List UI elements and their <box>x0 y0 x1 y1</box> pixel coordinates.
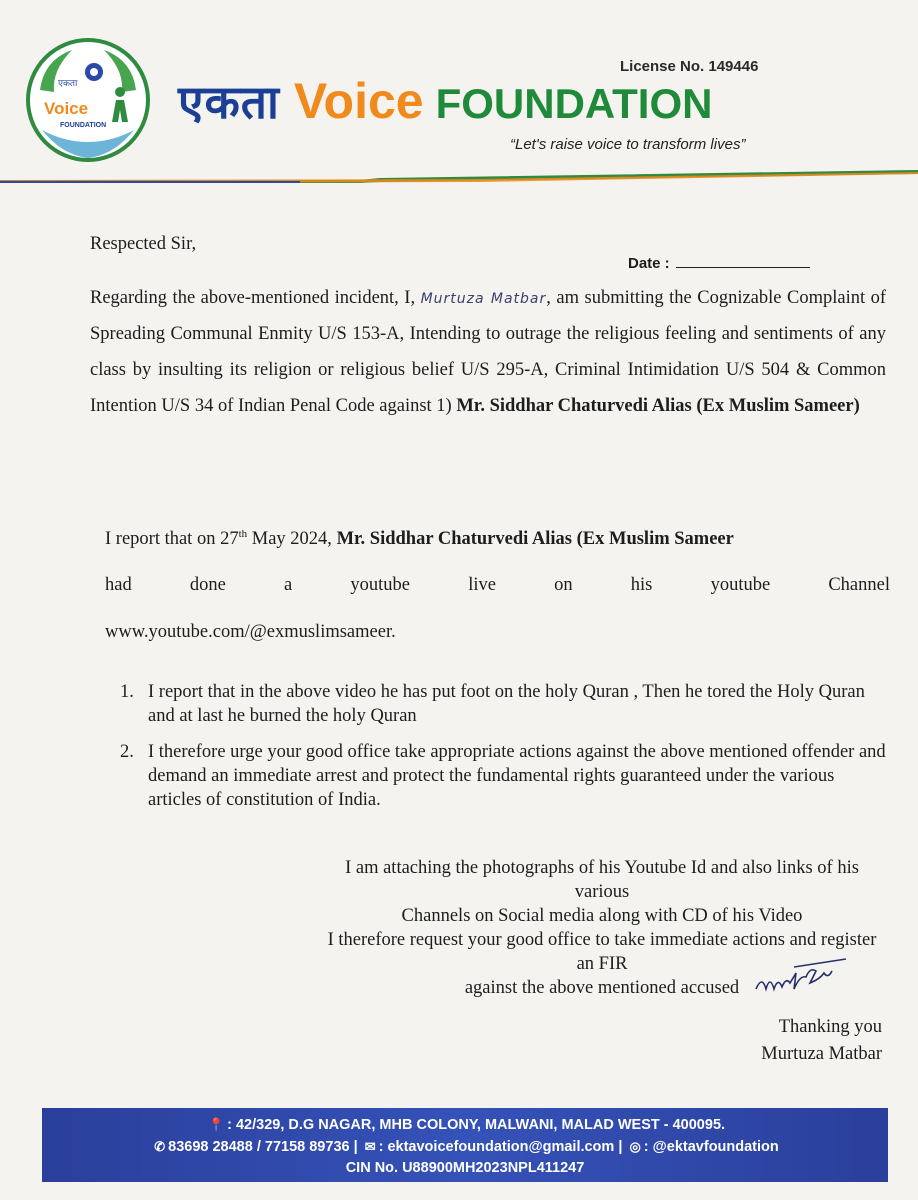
footer-social: : @ektavfoundation <box>643 1139 779 1155</box>
email-icon: ✉ <box>364 1139 376 1154</box>
phone-icon: ✆ <box>154 1139 166 1154</box>
footer-email: : ektavoicefoundation@gmail.com <box>378 1139 615 1155</box>
salutation: Respected Sir, <box>90 234 197 254</box>
svg-text:एकता: एकता <box>58 79 78 89</box>
sign-off <box>761 1014 882 1068</box>
allegations-list <box>120 680 890 824</box>
svg-text:FOUNDATION: FOUNDATION <box>60 122 107 129</box>
p2-sup: th <box>238 528 248 540</box>
report-word: youtube <box>710 575 771 595</box>
report-word: had <box>105 575 132 595</box>
report-word: his <box>630 575 653 595</box>
handwritten-name: Murtuza Matbar <box>420 291 547 307</box>
p1-before: Regarding the above-mentioned incident, I, <box>90 288 416 308</box>
report-word: a <box>284 575 293 595</box>
footer-cin: CIN No. U88900MH2023NPL411247 <box>345 1160 585 1176</box>
date-blank <box>676 255 810 268</box>
instagram-icon: ◎ <box>629 1139 641 1154</box>
tagline: “Let's raise voice to transform lives” <box>510 136 746 153</box>
closing-line-3: I therefore request your good office to take immediate actions and register an FIR <box>327 930 877 975</box>
report-line-1 <box>105 527 890 551</box>
contact-footer <box>42 1108 888 1182</box>
list-item-text: I therefore urge your good office take appropriate actions against the above mentioned offender and demand an immediate arrest and protect the fundamental rights guaranteed under the various articles of constitution of India. <box>148 742 886 811</box>
svg-text:Voice: Voice <box>44 99 89 118</box>
accused-name: Mr. Siddhar Chaturvedi Alias (Ex Muslim Sameer) <box>456 396 860 417</box>
date-label: Date : <box>628 255 670 272</box>
footer-address: : 42/329, D.G NAGAR, MHB COLONY, MALWANI, MALAD WEST - 400095. <box>227 1117 726 1133</box>
location-icon: 📍 <box>207 1117 225 1132</box>
p2-date-rest: May 2024, <box>247 529 332 550</box>
handwritten-signature <box>750 945 860 1005</box>
channel-url: www.youtube.com/@exmuslimsameer. <box>105 622 396 642</box>
report-line-2 <box>105 573 890 597</box>
accused-name-2: Mr. Siddhar Chaturvedi Alias (Ex Muslim Sameer <box>336 529 734 550</box>
closing-line-1: I am attaching the photographs of his Youtube Id and also links of his various <box>345 858 859 903</box>
list-item <box>120 740 890 812</box>
list-item-text: I report that in the above video he has put foot on the holy Quran , Then he tored the Holy Quran and at last he burned the holy Quran <box>148 682 865 727</box>
brand-voice: Voice <box>293 73 424 129</box>
brand-title <box>178 70 712 132</box>
date-field <box>628 254 810 274</box>
report-word: youtube <box>350 575 411 595</box>
report-word: Channel <box>828 575 890 595</box>
footer-contact-line: ✆ 83698 28488 / 77158 89736 | ✉ : ektavoicefoundation@gmail.com | ◎ : @ektavfoundation <box>42 1136 888 1158</box>
list-item-number: 2. <box>120 742 134 763</box>
complaint-paragraph <box>90 280 886 424</box>
brand-foundation: FOUNDATION <box>435 80 713 127</box>
thanking-line: Thanking you <box>778 1017 882 1037</box>
list-item <box>120 680 890 728</box>
p2-start: I report that on 27 <box>105 529 239 550</box>
closing-line-2: Channels on Social media along with CD of his Video <box>401 906 803 927</box>
sender-name: Murtuza Matbar <box>761 1043 882 1064</box>
footer-phones: 83698 28488 / 77158 89736 <box>168 1139 350 1155</box>
report-word: on <box>554 575 573 595</box>
closing-line-4: against the above mentioned accused <box>464 978 740 999</box>
brand-hindi: एकता <box>178 75 280 129</box>
license-number: License No. 149446 <box>620 58 759 75</box>
report-word: live <box>468 575 496 595</box>
p1-after: , am submitting the Cognizable Complaint of Spreading Communal Enmity U/S 153-A, Intending to outrage the religious feeling and sentiments of any class by insulting its religion or religious belief U/S 295-A, Criminal Intimidation U/S 504 & Common Intention U/S 34 of Indian Penal Code against 1) <box>90 288 887 417</box>
foundation-logo <box>22 30 154 170</box>
list-item-number: 1. <box>120 682 134 702</box>
header-divider <box>0 170 918 188</box>
report-word: done <box>189 575 226 595</box>
footer-address-line <box>42 1114 888 1136</box>
